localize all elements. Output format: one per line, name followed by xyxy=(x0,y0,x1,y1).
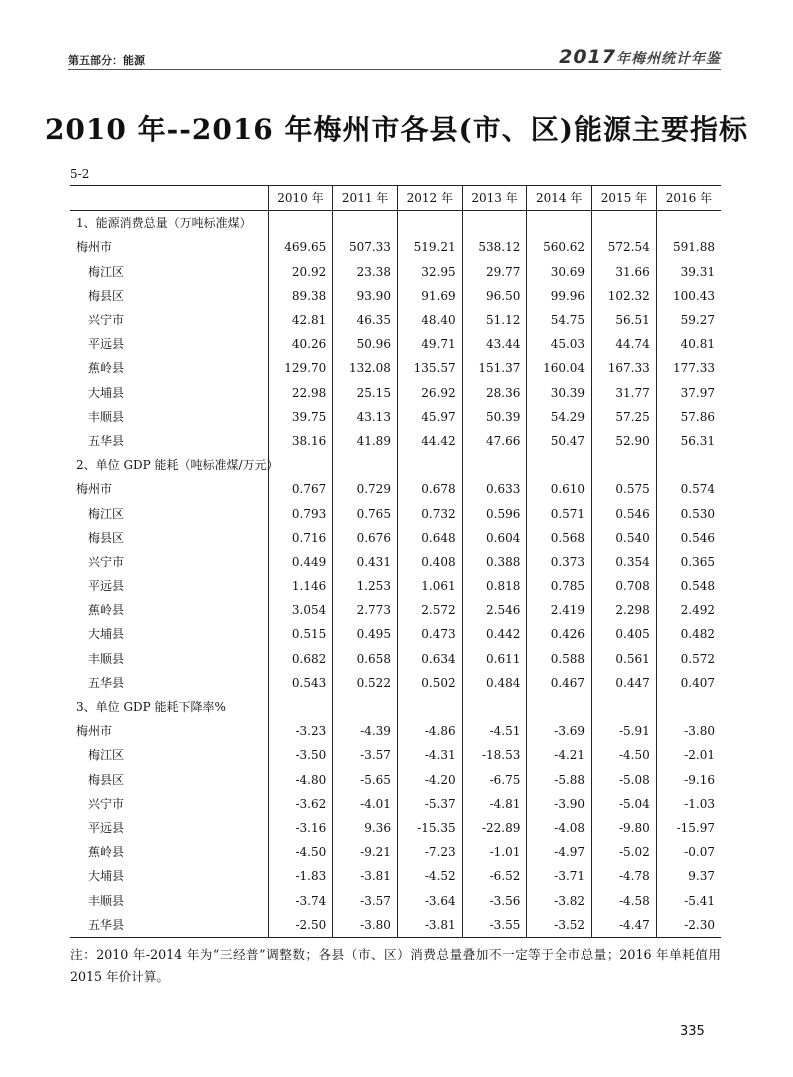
value-cell: -4.97 xyxy=(527,840,592,864)
value-cell: -1.03 xyxy=(656,792,721,816)
value-cell: -4.86 xyxy=(397,719,462,743)
value-cell: -22.89 xyxy=(462,816,527,840)
value-cell: -3.71 xyxy=(527,864,592,888)
section-row xyxy=(70,695,721,719)
value-cell: -3.74 xyxy=(268,888,333,912)
row-label: 梅江区 xyxy=(88,264,125,279)
year-header: 2012 年 xyxy=(397,186,462,211)
section-label: 2、单位 GDP 能耗（吨标准煤/万元） xyxy=(76,458,279,473)
value-cell: 45.97 xyxy=(397,405,462,429)
value-cell: -3.57 xyxy=(333,743,398,767)
value-cell: 0.611 xyxy=(462,647,527,671)
value-cell: 167.33 xyxy=(592,356,657,380)
value-cell: 0.546 xyxy=(656,526,721,550)
value-cell: -3.62 xyxy=(268,792,333,816)
value-cell: 1.146 xyxy=(268,574,333,598)
energy-indicators-table xyxy=(70,185,721,938)
value-cell: 2.419 xyxy=(527,598,592,622)
value-cell: 160.04 xyxy=(527,356,592,380)
table-row xyxy=(70,526,721,550)
row-label: 平远县 xyxy=(88,337,125,352)
row-label: 梅江区 xyxy=(88,748,125,763)
value-cell: 0.408 xyxy=(397,550,462,574)
value-cell: 0.604 xyxy=(462,526,527,550)
table-row xyxy=(70,816,721,840)
value-cell xyxy=(462,453,527,477)
value-cell: -3.56 xyxy=(462,888,527,912)
value-cell: -5.91 xyxy=(592,719,657,743)
value-cell: 0.793 xyxy=(268,501,333,525)
table-row xyxy=(70,598,721,622)
value-cell: 129.70 xyxy=(268,356,333,380)
value-cell: 93.90 xyxy=(333,284,398,308)
value-cell: -4.39 xyxy=(333,719,398,743)
value-cell: -3.52 xyxy=(527,913,592,938)
value-cell: 56.51 xyxy=(592,308,657,332)
row-label: 平远县 xyxy=(88,820,125,835)
row-label: 蕉岭县 xyxy=(88,845,125,860)
table-code: 5-2 xyxy=(70,167,90,181)
value-cell: 48.40 xyxy=(397,308,462,332)
value-cell: -6.52 xyxy=(462,864,527,888)
value-cell xyxy=(268,211,333,236)
value-cell: 9.37 xyxy=(656,864,721,888)
value-cell: -6.75 xyxy=(462,768,527,792)
value-cell xyxy=(527,453,592,477)
value-cell: 0.633 xyxy=(462,477,527,501)
value-cell: 0.515 xyxy=(268,622,333,646)
value-cell: 0.708 xyxy=(592,574,657,598)
year-header: 2015 年 xyxy=(592,186,657,211)
row-label: 大埔县 xyxy=(88,627,125,642)
value-cell: -3.50 xyxy=(268,743,333,767)
value-cell: 0.732 xyxy=(397,501,462,525)
header-divider xyxy=(68,69,721,70)
value-cell: -5.88 xyxy=(527,768,592,792)
table-row xyxy=(70,792,721,816)
row-label: 梅州市 xyxy=(76,724,113,739)
value-cell: 30.69 xyxy=(527,260,592,284)
row-label: 兴宁市 xyxy=(88,796,125,811)
value-cell: 572.54 xyxy=(592,235,657,259)
value-cell: 560.62 xyxy=(527,235,592,259)
value-cell: -3.80 xyxy=(656,719,721,743)
value-cell: -5.04 xyxy=(592,792,657,816)
value-cell: 40.81 xyxy=(656,332,721,356)
row-label: 梅县区 xyxy=(88,772,125,787)
value-cell: 0.365 xyxy=(656,550,721,574)
value-cell: 100.43 xyxy=(656,284,721,308)
value-cell: -9.21 xyxy=(333,840,398,864)
value-cell: -5.37 xyxy=(397,792,462,816)
value-cell: -0.07 xyxy=(656,840,721,864)
value-cell: 2.492 xyxy=(656,598,721,622)
value-cell: 9.36 xyxy=(333,816,398,840)
value-cell: 26.92 xyxy=(397,381,462,405)
value-cell: 0.682 xyxy=(268,647,333,671)
value-cell: 0.407 xyxy=(656,671,721,695)
value-cell: 0.449 xyxy=(268,550,333,574)
value-cell: 29.77 xyxy=(462,260,527,284)
value-cell: 0.530 xyxy=(656,501,721,525)
value-cell: 28.36 xyxy=(462,381,527,405)
value-cell: -9.16 xyxy=(656,768,721,792)
row-label: 梅州市 xyxy=(76,240,113,255)
value-cell: -4.52 xyxy=(397,864,462,888)
value-cell: 0.729 xyxy=(333,477,398,501)
section-label: 3、单位 GDP 能耗下降率% xyxy=(76,700,226,715)
value-cell: 0.574 xyxy=(656,477,721,501)
value-cell: 0.442 xyxy=(462,622,527,646)
section-row xyxy=(70,453,721,477)
row-label: 丰顺县 xyxy=(88,893,125,908)
value-cell: 31.77 xyxy=(592,381,657,405)
value-cell: 0.495 xyxy=(333,622,398,646)
value-cell xyxy=(333,453,398,477)
value-cell: 41.89 xyxy=(333,429,398,453)
value-cell: 2.572 xyxy=(397,598,462,622)
value-cell: 538.12 xyxy=(462,235,527,259)
row-label: 兴宁市 xyxy=(88,313,125,328)
value-cell xyxy=(462,211,527,236)
value-cell: 0.588 xyxy=(527,647,592,671)
value-cell: 39.31 xyxy=(656,260,721,284)
table-row xyxy=(70,743,721,767)
value-cell: 50.96 xyxy=(333,332,398,356)
value-cell xyxy=(527,695,592,719)
value-cell: -4.78 xyxy=(592,864,657,888)
value-cell: -2.01 xyxy=(656,743,721,767)
value-cell: -3.82 xyxy=(527,888,592,912)
value-cell: 51.12 xyxy=(462,308,527,332)
value-cell: 519.21 xyxy=(397,235,462,259)
value-cell: 591.88 xyxy=(656,235,721,259)
row-label: 五华县 xyxy=(88,433,125,448)
value-cell: -3.16 xyxy=(268,816,333,840)
value-cell: 99.96 xyxy=(527,284,592,308)
row-label: 丰顺县 xyxy=(88,651,125,666)
value-cell: -4.21 xyxy=(527,743,592,767)
year-header: 2014 年 xyxy=(527,186,592,211)
table-row xyxy=(70,671,721,695)
row-label: 丰顺县 xyxy=(88,409,125,424)
value-cell: 0.543 xyxy=(268,671,333,695)
value-cell: 96.50 xyxy=(462,284,527,308)
value-cell: 44.42 xyxy=(397,429,462,453)
value-cell: 45.03 xyxy=(527,332,592,356)
value-cell: -4.80 xyxy=(268,768,333,792)
value-cell xyxy=(333,211,398,236)
value-cell: 507.33 xyxy=(333,235,398,259)
value-cell: -5.41 xyxy=(656,888,721,912)
value-cell: 57.86 xyxy=(656,405,721,429)
value-cell: 0.678 xyxy=(397,477,462,501)
value-cell: 469.65 xyxy=(268,235,333,259)
value-cell: 0.648 xyxy=(397,526,462,550)
value-cell: -15.97 xyxy=(656,816,721,840)
value-cell: 0.572 xyxy=(656,647,721,671)
table-row xyxy=(70,429,721,453)
value-cell: -4.01 xyxy=(333,792,398,816)
yearbook-title xyxy=(559,46,721,68)
value-cell: 177.33 xyxy=(656,356,721,380)
value-cell: 0.447 xyxy=(592,671,657,695)
value-cell xyxy=(462,695,527,719)
value-cell: 39.75 xyxy=(268,405,333,429)
value-cell: 0.716 xyxy=(268,526,333,550)
value-cell: -4.81 xyxy=(462,792,527,816)
value-cell: 37.97 xyxy=(656,381,721,405)
value-cell xyxy=(656,695,721,719)
value-cell: 56.31 xyxy=(656,429,721,453)
value-cell: 0.484 xyxy=(462,671,527,695)
value-cell: 102.32 xyxy=(592,284,657,308)
value-cell: 20.92 xyxy=(268,260,333,284)
value-cell: 42.81 xyxy=(268,308,333,332)
value-cell xyxy=(656,453,721,477)
value-cell: -3.69 xyxy=(527,719,592,743)
year-header: 2010 年 xyxy=(268,186,333,211)
value-cell: 43.44 xyxy=(462,332,527,356)
page-title: 2010 年--2016 年梅州市各县(市、区)能源主要指标 xyxy=(44,113,749,146)
value-cell: 0.405 xyxy=(592,622,657,646)
value-cell xyxy=(397,453,462,477)
section-header: 第五部分：能源 xyxy=(68,54,145,67)
table-row xyxy=(70,768,721,792)
value-cell: 25.15 xyxy=(333,381,398,405)
value-cell: 0.467 xyxy=(527,671,592,695)
value-cell: -5.08 xyxy=(592,768,657,792)
value-cell xyxy=(592,211,657,236)
value-cell: 0.561 xyxy=(592,647,657,671)
table-row xyxy=(70,405,721,429)
value-cell: 151.37 xyxy=(462,356,527,380)
value-cell: -3.55 xyxy=(462,913,527,938)
value-cell: -3.23 xyxy=(268,719,333,743)
value-cell: -3.90 xyxy=(527,792,592,816)
row-label: 平远县 xyxy=(88,579,125,594)
value-cell xyxy=(656,211,721,236)
table-row xyxy=(70,501,721,525)
year-header: 2011 年 xyxy=(333,186,398,211)
value-cell xyxy=(333,695,398,719)
value-cell: -4.31 xyxy=(397,743,462,767)
value-cell: 0.676 xyxy=(333,526,398,550)
value-cell: 0.546 xyxy=(592,501,657,525)
value-cell xyxy=(592,453,657,477)
value-cell: 0.568 xyxy=(527,526,592,550)
table-row xyxy=(70,574,721,598)
value-cell: 3.054 xyxy=(268,598,333,622)
value-cell: 0.571 xyxy=(527,501,592,525)
yearbook-year: 2017 xyxy=(559,46,616,68)
value-cell: 31.66 xyxy=(592,260,657,284)
value-cell: -4.50 xyxy=(592,743,657,767)
table-row xyxy=(70,284,721,308)
value-cell: 32.95 xyxy=(397,260,462,284)
table-row xyxy=(70,550,721,574)
row-label: 蕉岭县 xyxy=(88,603,125,618)
value-cell: -2.50 xyxy=(268,913,333,938)
table-row xyxy=(70,356,721,380)
value-cell: 0.431 xyxy=(333,550,398,574)
row-label: 蕉岭县 xyxy=(88,361,125,376)
value-cell: 0.610 xyxy=(527,477,592,501)
row-label: 五华县 xyxy=(88,675,125,690)
value-cell: 0.522 xyxy=(333,671,398,695)
value-cell: 0.426 xyxy=(527,622,592,646)
table-row xyxy=(70,235,721,259)
value-cell: -1.83 xyxy=(268,864,333,888)
value-cell: 0.473 xyxy=(397,622,462,646)
value-cell: -3.57 xyxy=(333,888,398,912)
row-label: 五华县 xyxy=(70,913,268,938)
value-cell: 0.634 xyxy=(397,647,462,671)
value-cell: 54.75 xyxy=(527,308,592,332)
value-cell: -3.80 xyxy=(333,913,398,938)
value-cell: 0.354 xyxy=(592,550,657,574)
row-label: 兴宁市 xyxy=(88,554,125,569)
value-cell xyxy=(268,695,333,719)
value-cell: 0.575 xyxy=(592,477,657,501)
value-cell: 0.765 xyxy=(333,501,398,525)
value-cell: 0.767 xyxy=(268,477,333,501)
value-cell: 0.785 xyxy=(527,574,592,598)
value-cell: 49.71 xyxy=(397,332,462,356)
value-cell: -3.64 xyxy=(397,888,462,912)
value-cell: 91.69 xyxy=(397,284,462,308)
value-cell: -4.08 xyxy=(527,816,592,840)
value-cell: -5.02 xyxy=(592,840,657,864)
table-row xyxy=(70,864,721,888)
value-cell: 52.90 xyxy=(592,429,657,453)
table-row xyxy=(70,477,721,501)
value-cell: -4.51 xyxy=(462,719,527,743)
value-cell: 135.57 xyxy=(397,356,462,380)
value-cell: 50.39 xyxy=(462,405,527,429)
value-cell xyxy=(397,211,462,236)
value-cell: 0.482 xyxy=(656,622,721,646)
row-label: 大埔县 xyxy=(88,385,125,400)
table-row xyxy=(70,888,721,912)
header-corner xyxy=(70,186,268,211)
value-cell: 0.658 xyxy=(333,647,398,671)
value-cell: 23.38 xyxy=(333,260,398,284)
value-cell: 0.548 xyxy=(656,574,721,598)
row-label: 梅县区 xyxy=(88,288,125,303)
value-cell: -18.53 xyxy=(462,743,527,767)
value-cell: 44.74 xyxy=(592,332,657,356)
value-cell: -7.23 xyxy=(397,840,462,864)
value-cell: 40.26 xyxy=(268,332,333,356)
value-cell: 0.596 xyxy=(462,501,527,525)
value-cell: 46.35 xyxy=(333,308,398,332)
value-cell: -2.30 xyxy=(656,913,721,938)
value-cell: 89.38 xyxy=(268,284,333,308)
value-cell: 47.66 xyxy=(462,429,527,453)
table-row xyxy=(70,622,721,646)
value-cell: 0.502 xyxy=(397,671,462,695)
value-cell: 0.818 xyxy=(462,574,527,598)
year-header: 2016 年 xyxy=(656,186,721,211)
value-cell: 30.39 xyxy=(527,381,592,405)
page-number: 335 xyxy=(680,1024,705,1039)
value-cell: 2.298 xyxy=(592,598,657,622)
value-cell: 57.25 xyxy=(592,405,657,429)
value-cell: -3.81 xyxy=(397,913,462,938)
section-row xyxy=(70,211,721,236)
row-label: 梅县区 xyxy=(88,530,125,545)
table-row xyxy=(70,719,721,743)
value-cell: -15.35 xyxy=(397,816,462,840)
value-cell: 1.061 xyxy=(397,574,462,598)
value-cell: 132.08 xyxy=(333,356,398,380)
value-cell: 1.253 xyxy=(333,574,398,598)
value-cell: -3.81 xyxy=(333,864,398,888)
value-cell: 50.47 xyxy=(527,429,592,453)
table-note: 注：2010 年-2014 年为“三经普”调整数；各县（市、区）消费总量叠加不一定等于全市总量；2016 年单耗值用 2015 年价计算。 xyxy=(70,947,721,984)
value-cell: -1.01 xyxy=(462,840,527,864)
value-cell xyxy=(527,211,592,236)
value-cell: 38.16 xyxy=(268,429,333,453)
table-header-row xyxy=(70,186,721,211)
value-cell xyxy=(397,695,462,719)
table-row xyxy=(70,381,721,405)
row-label: 大埔县 xyxy=(88,869,125,884)
value-cell: 2.546 xyxy=(462,598,527,622)
table-row xyxy=(70,260,721,284)
value-cell: -4.58 xyxy=(592,888,657,912)
value-cell: -4.50 xyxy=(268,840,333,864)
value-cell: -5.65 xyxy=(333,768,398,792)
table-row xyxy=(70,332,721,356)
value-cell: 43.13 xyxy=(333,405,398,429)
value-cell: 0.373 xyxy=(527,550,592,574)
value-cell: 54.29 xyxy=(527,405,592,429)
yearbook-name: 年梅州统计年鉴 xyxy=(616,51,721,67)
value-cell: -4.47 xyxy=(592,913,657,938)
value-cell: 0.388 xyxy=(462,550,527,574)
value-cell: 0.540 xyxy=(592,526,657,550)
value-cell: -9.80 xyxy=(592,816,657,840)
value-cell: 2.773 xyxy=(333,598,398,622)
row-label: 梅州市 xyxy=(76,482,113,497)
value-cell: 22.98 xyxy=(268,381,333,405)
table-row xyxy=(70,647,721,671)
section-label: 1、能源消费总量（万吨标准煤） xyxy=(76,216,252,231)
table-row xyxy=(70,308,721,332)
table-row xyxy=(70,913,721,938)
value-cell: -4.20 xyxy=(397,768,462,792)
table-row xyxy=(70,840,721,864)
value-cell: 59.27 xyxy=(656,308,721,332)
year-header: 2013 年 xyxy=(462,186,527,211)
value-cell xyxy=(592,695,657,719)
row-label: 梅江区 xyxy=(88,506,125,521)
